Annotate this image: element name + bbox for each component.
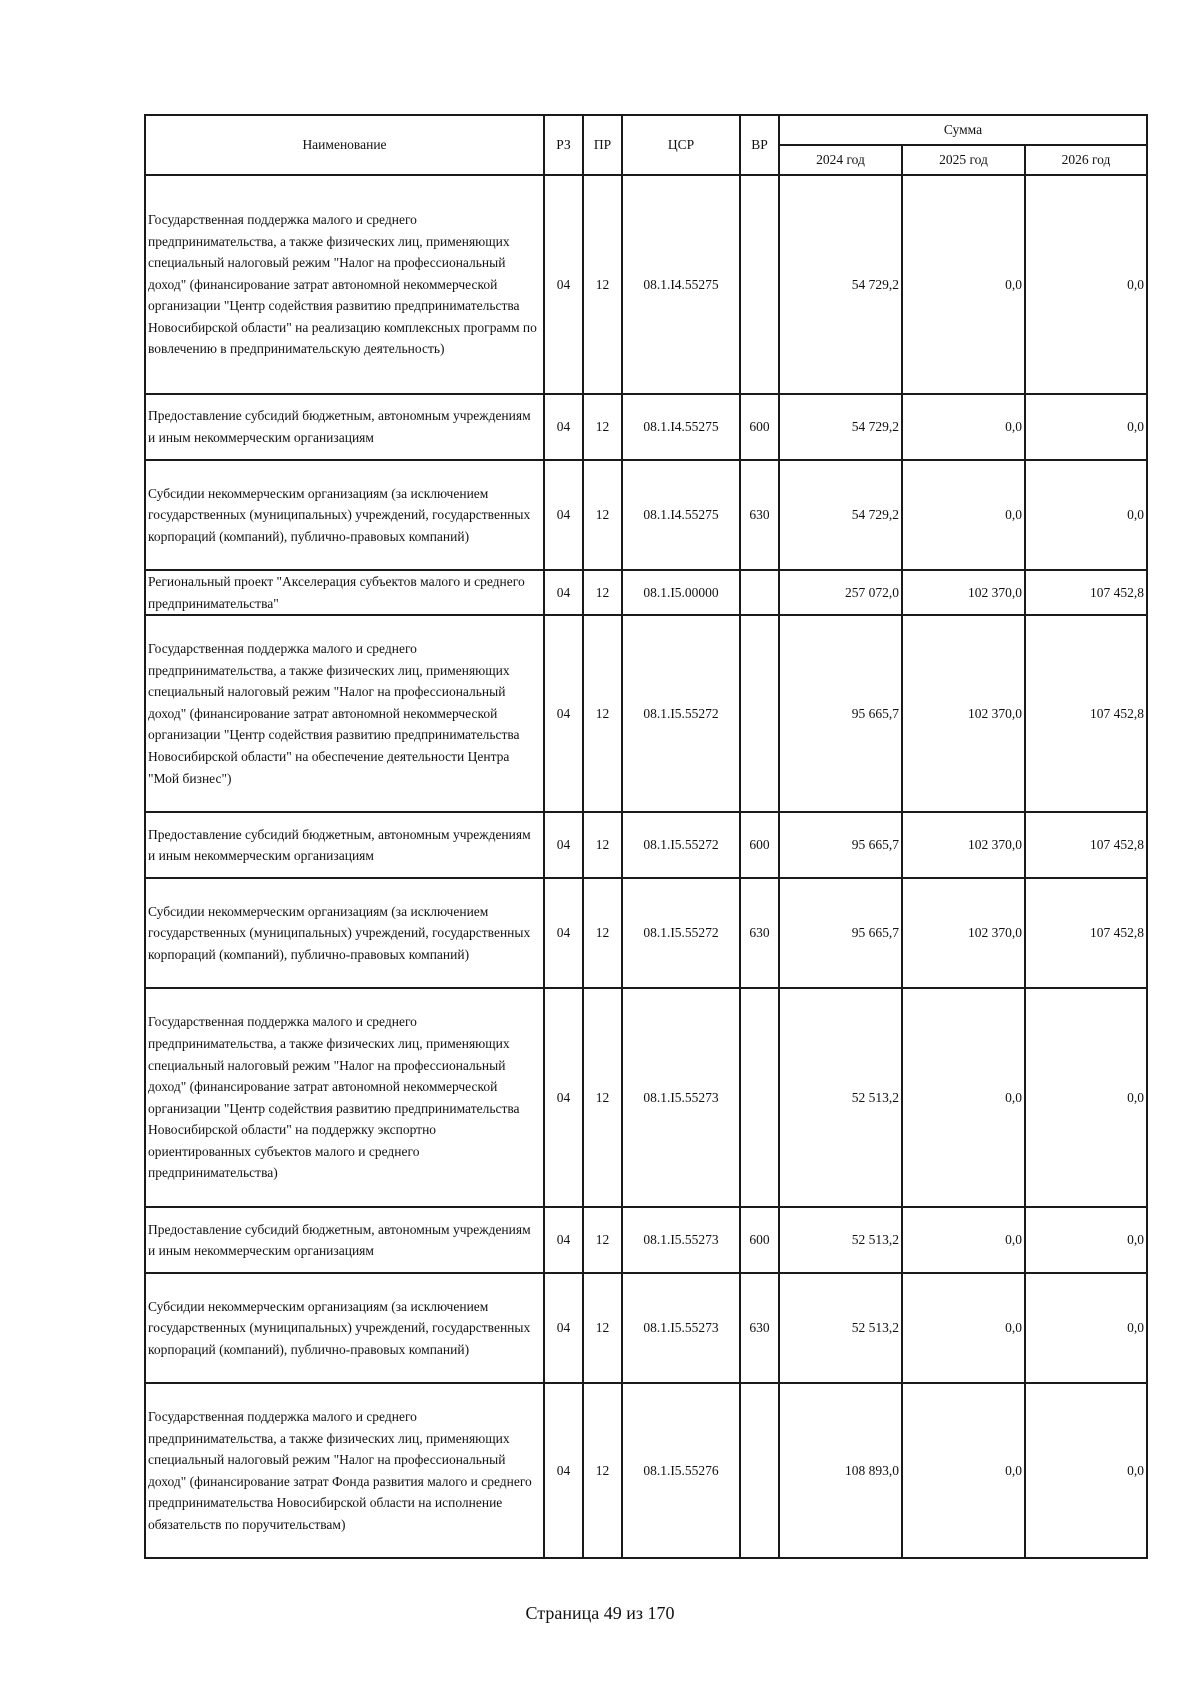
- row-vr: [740, 988, 779, 1207]
- row-pr: 12: [583, 1273, 622, 1383]
- row-pr: 12: [583, 175, 622, 394]
- header-year-2025: 2025 год: [902, 145, 1025, 175]
- row-sum-2025: 0,0: [902, 988, 1025, 1207]
- header-vr: ВР: [740, 115, 779, 175]
- row-sum-2025: 0,0: [902, 394, 1025, 460]
- row-vr: [740, 175, 779, 394]
- row-name: Региональный проект "Акселерация субъектов малого и среднего предпринимательства": [145, 570, 544, 615]
- row-sum-2026: 107 452,8: [1025, 878, 1147, 988]
- row-csr: 08.1.I5.55272: [622, 812, 740, 878]
- page-number: Страница 49 из 170: [525, 1603, 675, 1623]
- row-csr: 08.1.I5.55276: [622, 1383, 740, 1558]
- row-csr: 08.1.I4.55275: [622, 175, 740, 394]
- row-vr: 630: [740, 460, 779, 570]
- row-name: Предоставление субсидий бюджетным, автономным учреждениям и иным некоммерческим организациям: [145, 1207, 544, 1273]
- row-name: Государственная поддержка малого и среднего предпринимательства, а также физических лиц, применяющих специальный налоговый режим "Налог на профессиональный доход" (финансирование затрат автономной некоммерческой организации "Центр содействия развитию предпринимательства Новосибирской области" на поддержку экспортно ориентированных субъектов малого и среднего предпринимательства): [145, 988, 544, 1207]
- row-csr: 08.1.I5.55273: [622, 1273, 740, 1383]
- header-sum: Сумма: [779, 115, 1147, 145]
- row-sum-2024: 54 729,2: [779, 394, 902, 460]
- row-vr: 600: [740, 394, 779, 460]
- row-sum-2025: 102 370,0: [902, 615, 1025, 812]
- row-name: Государственная поддержка малого и среднего предпринимательства, а также физических лиц, применяющих специальный налоговый режим "Налог на профессиональный доход" (финансирование затрат автономной некоммерческой организации "Центр содействия развитию предпринимательства Новосибирской области" на обеспечение деятельности Центра "Мой бизнес"): [145, 615, 544, 812]
- row-sum-2026: 0,0: [1025, 1273, 1147, 1383]
- row-sum-2025: 0,0: [902, 1383, 1025, 1558]
- table-row: [145, 878, 1147, 988]
- table-row: [145, 812, 1147, 878]
- row-sum-2024: 52 513,2: [779, 1207, 902, 1273]
- row-sum-2026: 107 452,8: [1025, 570, 1147, 615]
- table-row: [145, 988, 1147, 1207]
- header-name: Наименование: [145, 115, 544, 175]
- row-sum-2024: 95 665,7: [779, 878, 902, 988]
- row-pr: 12: [583, 615, 622, 812]
- row-rz: 04: [544, 175, 583, 394]
- row-sum-2026: 107 452,8: [1025, 812, 1147, 878]
- row-sum-2024: 54 729,2: [779, 175, 902, 394]
- row-vr: 600: [740, 812, 779, 878]
- row-sum-2024: 54 729,2: [779, 460, 902, 570]
- row-sum-2025: 0,0: [902, 1273, 1025, 1383]
- row-csr: 08.1.I5.55273: [622, 988, 740, 1207]
- row-name: Субсидии некоммерческим организациям (за исключением государственных (муниципальных) учреждений, государственных корпораций (компаний), публично-правовых компаний): [145, 878, 544, 988]
- table-row: [145, 460, 1147, 570]
- row-name: Предоставление субсидий бюджетным, автономным учреждениям и иным некоммерческим организациям: [145, 812, 544, 878]
- row-sum-2024: 52 513,2: [779, 1273, 902, 1383]
- table-row: [145, 1207, 1147, 1273]
- row-sum-2026: 0,0: [1025, 988, 1147, 1207]
- row-rz: 04: [544, 812, 583, 878]
- row-vr: [740, 1383, 779, 1558]
- row-pr: 12: [583, 988, 622, 1207]
- row-sum-2026: 0,0: [1025, 1207, 1147, 1273]
- header-pr: ПР: [583, 115, 622, 175]
- row-name: Государственная поддержка малого и среднего предпринимательства, а также физических лиц, применяющих специальный налоговый режим "Налог на профессиональный доход" (финансирование затрат Фонда развития малого и среднего предпринимательства Новосибирской области на исполнение обязательств по поручительствам): [145, 1383, 544, 1558]
- row-sum-2024: 95 665,7: [779, 615, 902, 812]
- table-row: [145, 1383, 1147, 1558]
- row-name: Субсидии некоммерческим организациям (за исключением государственных (муниципальных) учреждений, государственных корпораций (компаний), публично-правовых компаний): [145, 460, 544, 570]
- row-csr: 08.1.I5.00000: [622, 570, 740, 615]
- row-sum-2024: 95 665,7: [779, 812, 902, 878]
- budget-table: [144, 114, 1148, 1559]
- row-sum-2026: 0,0: [1025, 394, 1147, 460]
- row-rz: 04: [544, 1383, 583, 1558]
- row-rz: 04: [544, 988, 583, 1207]
- row-sum-2025: 102 370,0: [902, 570, 1025, 615]
- row-sum-2025: 0,0: [902, 1207, 1025, 1273]
- row-pr: 12: [583, 570, 622, 615]
- row-sum-2025: 0,0: [902, 175, 1025, 394]
- row-name: Предоставление субсидий бюджетным, автономным учреждениям и иным некоммерческим организациям: [145, 394, 544, 460]
- row-rz: 04: [544, 878, 583, 988]
- row-sum-2025: 0,0: [902, 460, 1025, 570]
- row-rz: 04: [544, 570, 583, 615]
- row-pr: 12: [583, 878, 622, 988]
- row-sum-2025: 102 370,0: [902, 812, 1025, 878]
- row-rz: 04: [544, 1207, 583, 1273]
- row-rz: 04: [544, 460, 583, 570]
- row-csr: 08.1.I4.55275: [622, 460, 740, 570]
- row-rz: 04: [544, 394, 583, 460]
- row-sum-2024: 52 513,2: [779, 988, 902, 1207]
- header-year-2026: 2026 год: [1025, 145, 1147, 175]
- row-sum-2024: 108 893,0: [779, 1383, 902, 1558]
- row-pr: 12: [583, 1383, 622, 1558]
- row-vr: [740, 615, 779, 812]
- header-rz: РЗ: [544, 115, 583, 175]
- row-sum-2025: 102 370,0: [902, 878, 1025, 988]
- row-sum-2026: 0,0: [1025, 460, 1147, 570]
- row-vr: 630: [740, 1273, 779, 1383]
- row-sum-2024: 257 072,0: [779, 570, 902, 615]
- table-row: [145, 175, 1147, 394]
- table-row: [145, 570, 1147, 615]
- row-sum-2026: 0,0: [1025, 175, 1147, 394]
- row-rz: 04: [544, 1273, 583, 1383]
- row-pr: 12: [583, 394, 622, 460]
- table-row: [145, 615, 1147, 812]
- row-rz: 04: [544, 615, 583, 812]
- row-name: Государственная поддержка малого и среднего предпринимательства, а также физических лиц, применяющих специальный налоговый режим "Налог на профессиональный доход" (финансирование затрат автономной некоммерческой организации "Центр содействия развитию предпринимательства Новосибирской области" на реализацию комплексных программ по вовлечению в предпринимательскую деятельность): [145, 175, 544, 394]
- row-pr: 12: [583, 812, 622, 878]
- header-year-2024: 2024 год: [779, 145, 902, 175]
- row-csr: 08.1.I5.55273: [622, 1207, 740, 1273]
- row-csr: 08.1.I5.55272: [622, 878, 740, 988]
- row-vr: 630: [740, 878, 779, 988]
- row-pr: 12: [583, 1207, 622, 1273]
- row-sum-2026: 107 452,8: [1025, 615, 1147, 812]
- row-pr: 12: [583, 460, 622, 570]
- table-row: [145, 1273, 1147, 1383]
- header-csr: ЦСР: [622, 115, 740, 175]
- row-csr: 08.1.I4.55275: [622, 394, 740, 460]
- row-vr: 600: [740, 1207, 779, 1273]
- row-csr: 08.1.I5.55272: [622, 615, 740, 812]
- row-name: Субсидии некоммерческим организациям (за исключением государственных (муниципальных) учреждений, государственных корпораций (компаний), публично-правовых компаний): [145, 1273, 544, 1383]
- row-sum-2026: 0,0: [1025, 1383, 1147, 1558]
- row-vr: [740, 570, 779, 615]
- table-row: [145, 394, 1147, 460]
